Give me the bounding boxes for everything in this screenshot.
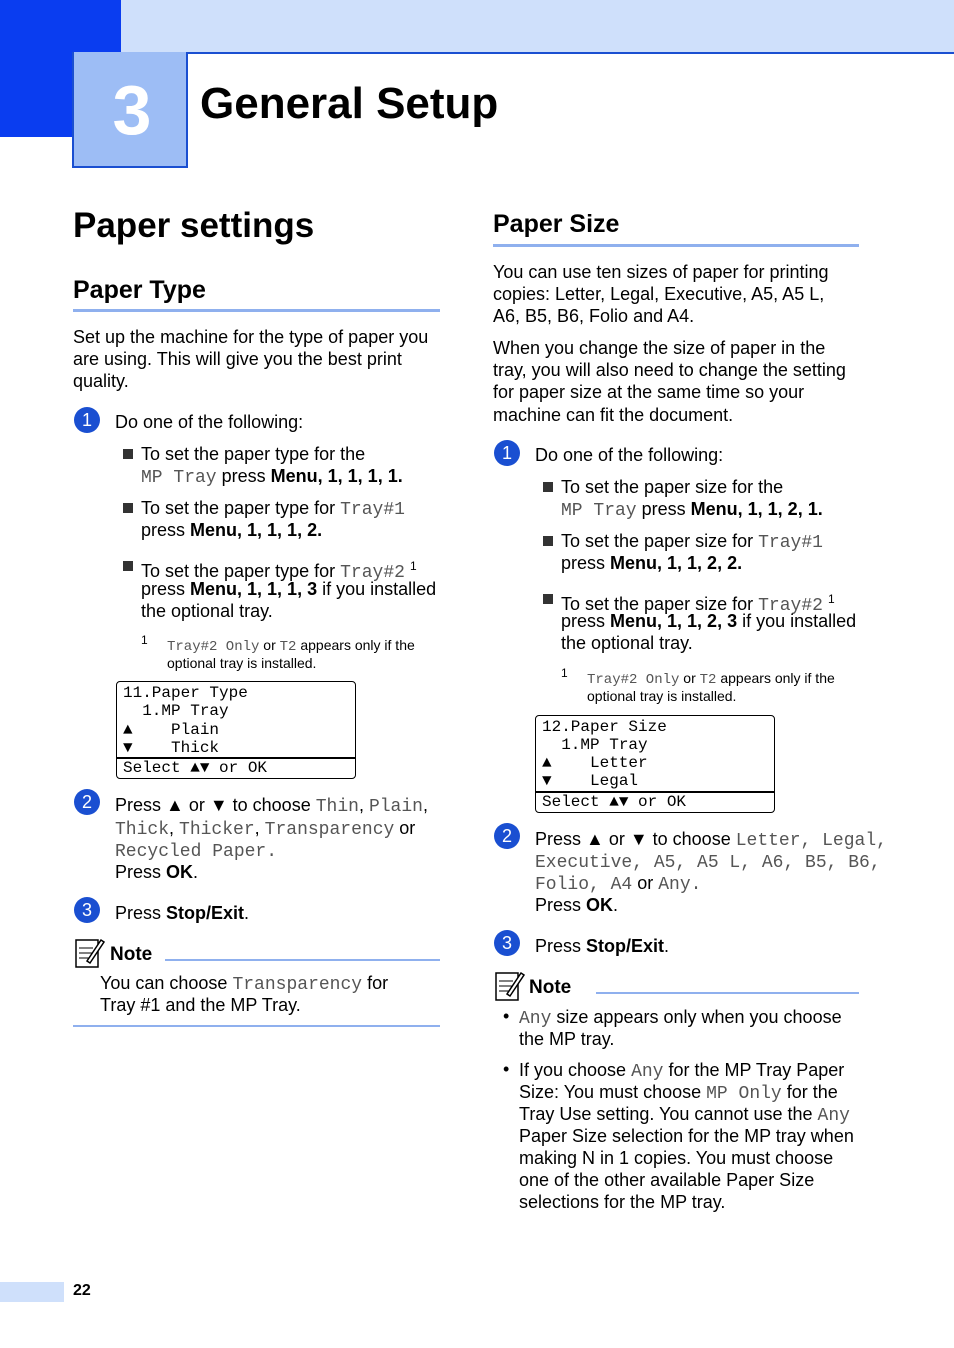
note-rule-top <box>165 959 440 961</box>
paper-size-note-2-line-1: If you choose Any for the MP Tray Paper <box>519 1060 845 1082</box>
paper-size-note-2-line-3: Tray Use setting. You cannot use the Any <box>519 1104 850 1126</box>
paper-size-note-2-line-5: making N in 1 copies. You must choose <box>519 1148 834 1168</box>
step-3-badge: 3 <box>494 930 520 956</box>
bullet-icon <box>543 594 553 604</box>
paper-size-step-3: Press Stop/Exit. <box>535 936 670 956</box>
paper-size-bullet-3-line-2: press Menu, 1, 1, 2, 3 if you installed <box>561 611 857 631</box>
paper-type-bullet-3-line-1: To set the paper type for Tray#2 $^1$ <box>141 559 417 583</box>
footnote-mark: 1 <box>561 666 568 680</box>
step-3-badge: 3 <box>74 897 100 923</box>
step-2-badge: 2 <box>74 789 100 815</box>
lcd-display-paper-type <box>116 681 356 779</box>
step-1-badge: 1 <box>494 440 520 466</box>
paper-size-note-1-line-2: the MP tray. <box>519 1029 615 1049</box>
paper-size-intro2-line-4: machine can fit the document. <box>493 405 734 425</box>
paper-size-intro2-line-3: for paper size at the same time so your <box>493 382 805 402</box>
paper-size-heading: Paper Size <box>493 210 620 238</box>
paper-size-bullet-3-line-3: the optional tray. <box>561 633 693 653</box>
note-pencil-icon <box>495 970 525 1002</box>
lcd-line: ▲ Plain <box>123 721 220 739</box>
note-rule-top <box>596 992 859 994</box>
list-bullet: • <box>503 1006 510 1026</box>
paper-type-bullet-2-line-1: To set the paper type for Tray#1 <box>141 498 405 520</box>
paper-size-bullet-1-line-2: MP Tray press Menu, 1, 1, 2, 1. <box>561 499 823 521</box>
paper-size-intro2-line-2: tray, you will also need to change the setting <box>493 360 846 380</box>
paper-size-rule <box>493 244 859 247</box>
paper-type-footnote-line-1: Tray#2 Only or T2 appears only if the <box>167 637 415 655</box>
paper-type-bullet-1-line-2: MP Tray press Menu, 1, 1, 1, 1. <box>141 466 403 488</box>
paper-type-rule <box>73 309 440 312</box>
paper-type-note-line-2: Tray #1 and the MP Tray. <box>100 995 301 1015</box>
bullet-icon <box>543 536 553 546</box>
lcd-line: Select ▲▼ or OK <box>123 759 268 777</box>
paper-type-footnote-line-2: optional tray is installed. <box>167 655 317 671</box>
bullet-icon <box>123 503 133 513</box>
paper-size-bullet-1-line-1: To set the paper size for the <box>561 477 784 497</box>
lcd-display-paper-size <box>535 715 775 813</box>
paper-size-bullet-2-line-2: press Menu, 1, 1, 2, 2. <box>561 553 743 573</box>
page-number: 22 <box>73 1282 91 1299</box>
paper-type-bullet-3-line-2: press Menu, 1, 1, 1, 3 if you installed <box>141 579 437 599</box>
paper-size-footnote-line-2: optional tray is installed. <box>587 688 737 704</box>
paper-type-bullet-2-line-2: press Menu, 1, 1, 1, 2. <box>141 520 323 540</box>
lcd-line: 12.Paper Size <box>542 718 667 736</box>
paper-size-note-2-line-2: Size: You must choose MP Only for the <box>519 1082 838 1104</box>
list-bullet: • <box>503 1059 510 1079</box>
step-1-text: Do one of the following: <box>535 445 724 465</box>
paper-type-bullet-3-line-3: the optional tray. <box>141 601 273 621</box>
paper-type-intro-1: Set up the machine for the type of paper you <box>73 327 429 347</box>
lcd-line: ▲ Letter <box>542 754 648 772</box>
step-1-text: Do one of the following: <box>115 412 304 432</box>
chapter-number-box <box>72 52 188 168</box>
paper-size-note-2-line-4: Paper Size selection for the MP tray when <box>519 1126 854 1146</box>
bullet-icon <box>123 561 133 571</box>
paper-type-intro-2: are using. This will give you the best print <box>73 349 402 369</box>
paper-type-bullet-1-line-1: To set the paper type for the <box>141 444 366 464</box>
paper-size-note-1-line-1: Any size appears only when you choose <box>519 1007 842 1029</box>
paper-type-step-2-line-4: Press OK. <box>115 862 199 882</box>
step-1-badge: 1 <box>74 407 100 433</box>
paper-size-footnote-line-1: Tray#2 Only or T2 appears only if the <box>587 670 835 688</box>
bullet-icon <box>543 482 553 492</box>
header-band <box>0 0 954 54</box>
paper-size-step-2-line-4: Press OK. <box>535 895 619 915</box>
note-rule-bottom <box>73 1025 440 1027</box>
lcd-line: Select ▲▼ or OK <box>542 793 687 811</box>
chapter-number: 3 <box>112 71 152 149</box>
paper-size-note-2-line-6: one of the other available Paper Size <box>519 1170 815 1190</box>
step-2-badge: 2 <box>494 823 520 849</box>
paper-size-intro1-line-3: A6, B5, B6, Folio and A4. <box>493 306 695 326</box>
lcd-line: 11.Paper Type <box>123 684 248 702</box>
note-pencil-icon <box>75 937 105 969</box>
lcd-line: ▼ Legal <box>542 772 639 790</box>
paper-size-step-2-line-2: Executive, A5, A5 L, A6, B5, B6, <box>535 853 881 873</box>
lcd-line: 1.MP Tray <box>123 702 229 720</box>
paper-type-step-3: Press Stop/Exit. <box>115 903 250 923</box>
note-heading: Note <box>110 944 153 965</box>
paper-type-step-2-line-2: Thick, Thicker, Transparency or <box>115 818 416 840</box>
paper-type-note-line-1: You can choose Transparency for <box>100 973 389 995</box>
paper-size-intro1-line-1: You can use ten sizes of paper for printing <box>493 262 829 282</box>
chapter-title: General Setup <box>200 79 499 128</box>
paper-type-step-2-line-1: Press ▲ or ▼ to choose Thin, Plain, <box>115 795 428 817</box>
paper-size-step-2-line-3: Folio, A4 or Any. <box>535 873 702 895</box>
paper-type-step-2-line-3: Recycled Paper. <box>115 842 278 862</box>
paper-type-heading: Paper Type <box>73 276 206 304</box>
paper-size-step-2-line-1: Press ▲ or ▼ to choose Letter, Legal, <box>535 829 887 851</box>
paper-size-intro1-line-2: copies: Letter, Legal, Executive, A5, A5 L, <box>493 284 825 304</box>
lcd-line: 1.MP Tray <box>542 736 648 754</box>
paper-size-intro2-line-1: When you change the size of paper in the <box>493 338 826 358</box>
page-number-tab <box>0 1282 64 1302</box>
bullet-icon <box>123 449 133 459</box>
paper-size-note-2-line-7: selections for the MP tray. <box>519 1192 726 1212</box>
paper-size-bullet-2-line-1: To set the paper size for Tray#1 <box>561 531 823 553</box>
note-heading: Note <box>529 977 572 998</box>
paper-type-intro-3: quality. <box>73 371 129 391</box>
section-title: Paper settings <box>73 206 315 245</box>
footnote-mark: 1 <box>141 633 148 647</box>
lcd-line: ▼ Thick <box>123 739 220 757</box>
paper-size-bullet-3-line-1: To set the paper size for Tray#2 $^1$ <box>561 592 835 616</box>
